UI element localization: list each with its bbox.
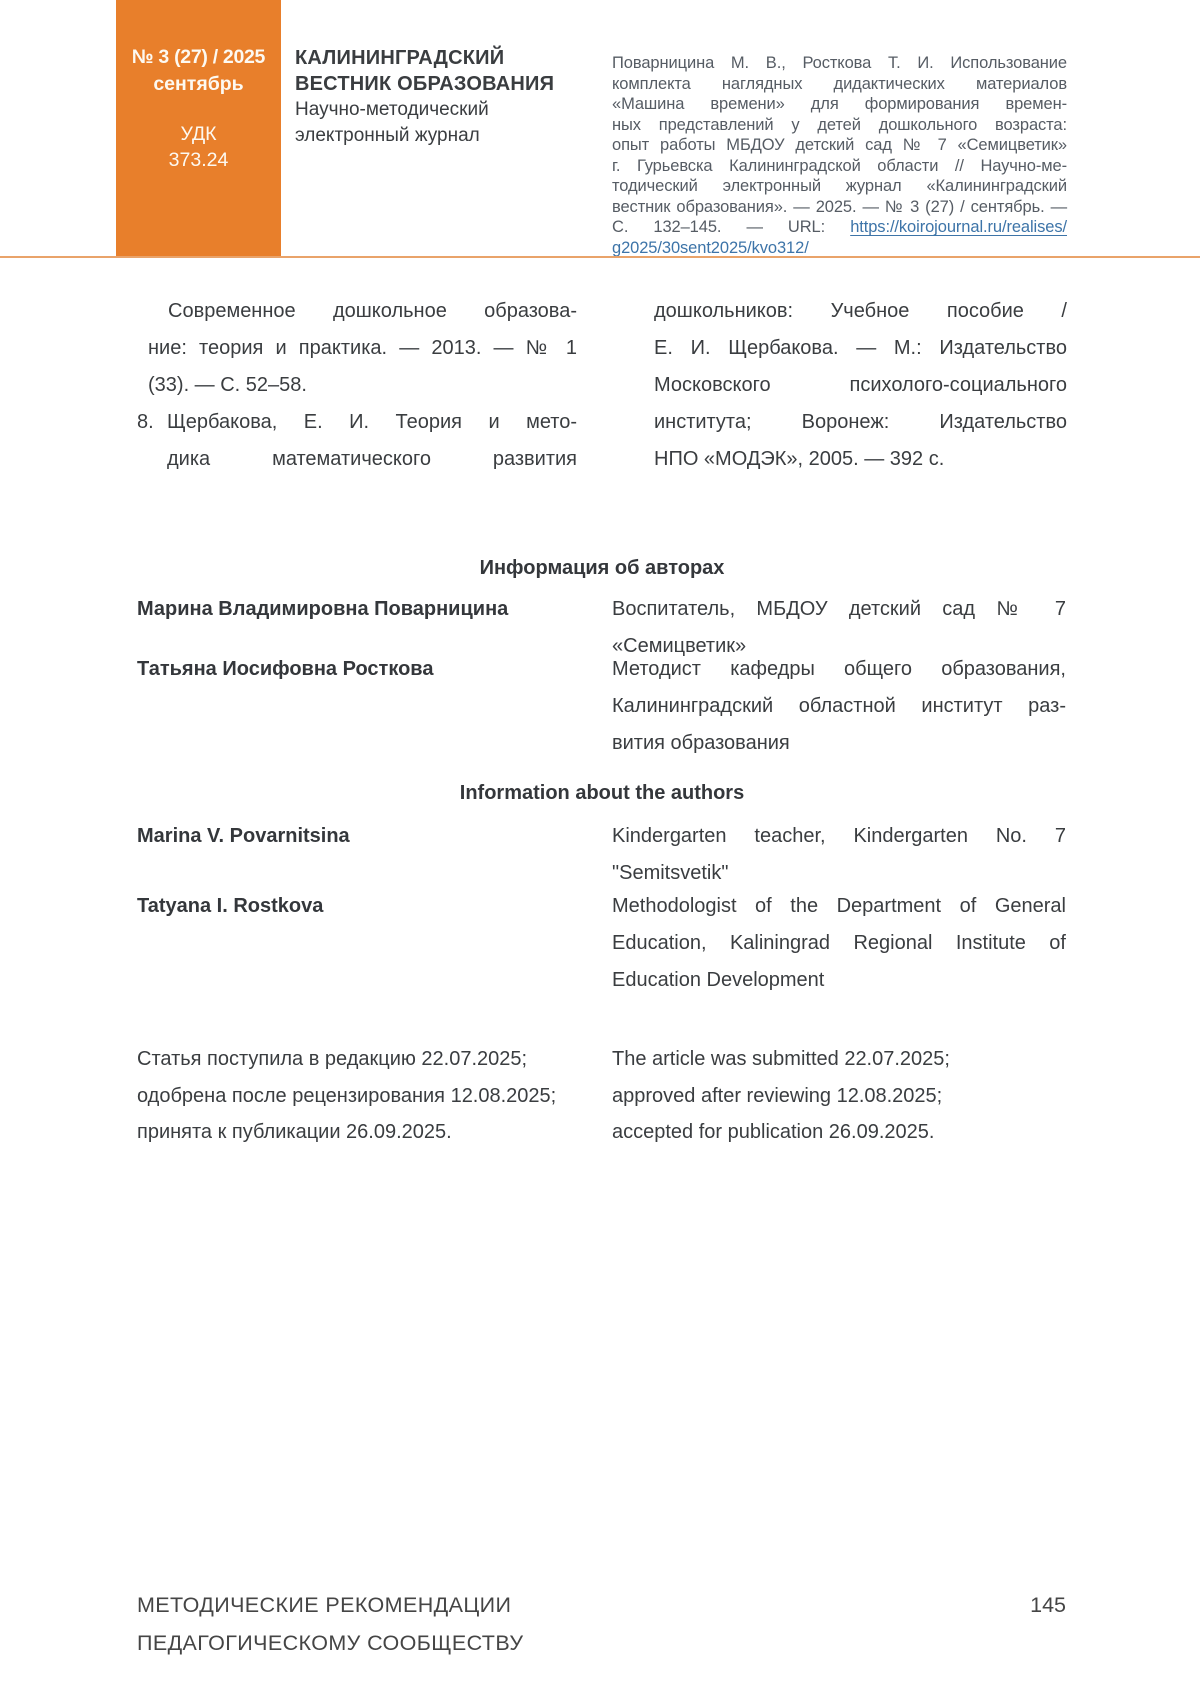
journal-title-line2: ВЕСТНИК ОБРАЗОВАНИЯ	[295, 73, 555, 95]
author-name-ru-2: Татьяна Иосифовна Росткова	[137, 658, 434, 680]
citation-url-prefix: С. 132–145. — URL:	[612, 218, 851, 236]
reference-item-8	[137, 404, 577, 478]
footer-section-line2: ПЕДАГОГИЧЕСКОМУ СООБЩЕСТВУ	[137, 1631, 524, 1655]
reference-item-8-text: Щербакова, Е. И. Теория и мето- дика математического развития	[167, 411, 577, 470]
author-affiliation-ru-2: Методист кафедры общего образования, Калининградский областной институт раз- вития образования	[612, 658, 1066, 754]
references-column-left	[137, 293, 577, 478]
udk-label: УДК	[180, 123, 217, 145]
author-affiliation-en-1: Kindergarten teacher, Kindergarten No. 7 "Semitsvetik"	[612, 825, 1066, 884]
journal-title-line1: КАЛИНИНГРАДСКИЙ	[295, 47, 505, 69]
reference-item-8-number: 8.	[137, 411, 154, 433]
header-divider-line	[0, 256, 1200, 258]
citation-url-link[interactable]: https://koirojournal.ru/realises/	[850, 218, 1067, 236]
authors-ru-heading: Информация об авторах	[479, 557, 725, 579]
citation-text: Поварницина М. В., Росткова Т. И. Использование комплекта наглядных дидактических материалов «Машина времени» для формирования времен- ных представлений у детей дошкольного возраста: опыт работы МБДОУ детский сад № 7 «Семицветик» г. Гурьевска Калининградской области // Научно-ме- тодический электронный журнал «Калининградский вестник образования». — 2025. — № 3 (27) / сентябрь. —	[612, 54, 1067, 216]
issue-box	[116, 0, 281, 257]
citation-url-line	[612, 217, 1067, 238]
issue-number: № 3 (27) / 2025	[131, 46, 266, 68]
references-section	[137, 293, 1067, 478]
udk-value: 373.24	[168, 149, 229, 171]
author-affiliation-en-2: Methodologist of the Department of General Education, Kaliningrad Regional Institute of Education Development	[612, 895, 1066, 991]
journal-subtitle-line1: Научно-методический	[295, 99, 489, 120]
journal-subtitle-line2: электронный журнал	[295, 125, 480, 146]
issue-month: сентябрь	[153, 73, 244, 95]
footer-section-title	[137, 1586, 697, 1662]
submission-dates-en: The article was submitted 22.07.2025; approved after reviewing 12.08.2025; accepted for publication 26.09.2025.	[612, 1048, 950, 1143]
footer-section-line1: МЕТОДИЧЕСКИЕ РЕКОМЕНДАЦИИ	[137, 1593, 512, 1617]
citation-url-line2	[612, 238, 1067, 259]
citation-block	[612, 53, 1067, 258]
authors-en-heading: Information about the authors	[459, 782, 745, 804]
submission-dates-ru: Статья поступила в редакцию 22.07.2025; одобрена после рецензирования 12.08.2025; принята к публикации 26.09.2025.	[137, 1048, 557, 1143]
reference-item-7-tail: Современное дошкольное образова- ние: теория и практика. — 2013. — № 1 (33). — С. 52–58.	[148, 300, 577, 396]
journal-title-block	[295, 45, 554, 149]
author-affiliation-ru-1: Воспитатель, МБДОУ детский сад № 7 «Семицветик»	[612, 598, 1066, 657]
references-column-right: дошкольников: Учебное пособие / Е. И. Щербакова. — М.: Издательство Московского психолого-социального института; Воронеж: Издательство НПО «МОДЭК», 2005. — 392 с.	[654, 300, 1067, 470]
page-number: 145	[1030, 1593, 1066, 1617]
author-name-en-2: Tatyana I. Rostkova	[137, 895, 324, 917]
author-name-en-1: Marina V. Povarnitsina	[137, 825, 350, 847]
author-name-ru-1: Марина Владимировна Поварницина	[137, 598, 509, 620]
citation-url-link-continued[interactable]: g2025/30sent2025/kvo312/	[612, 238, 809, 257]
